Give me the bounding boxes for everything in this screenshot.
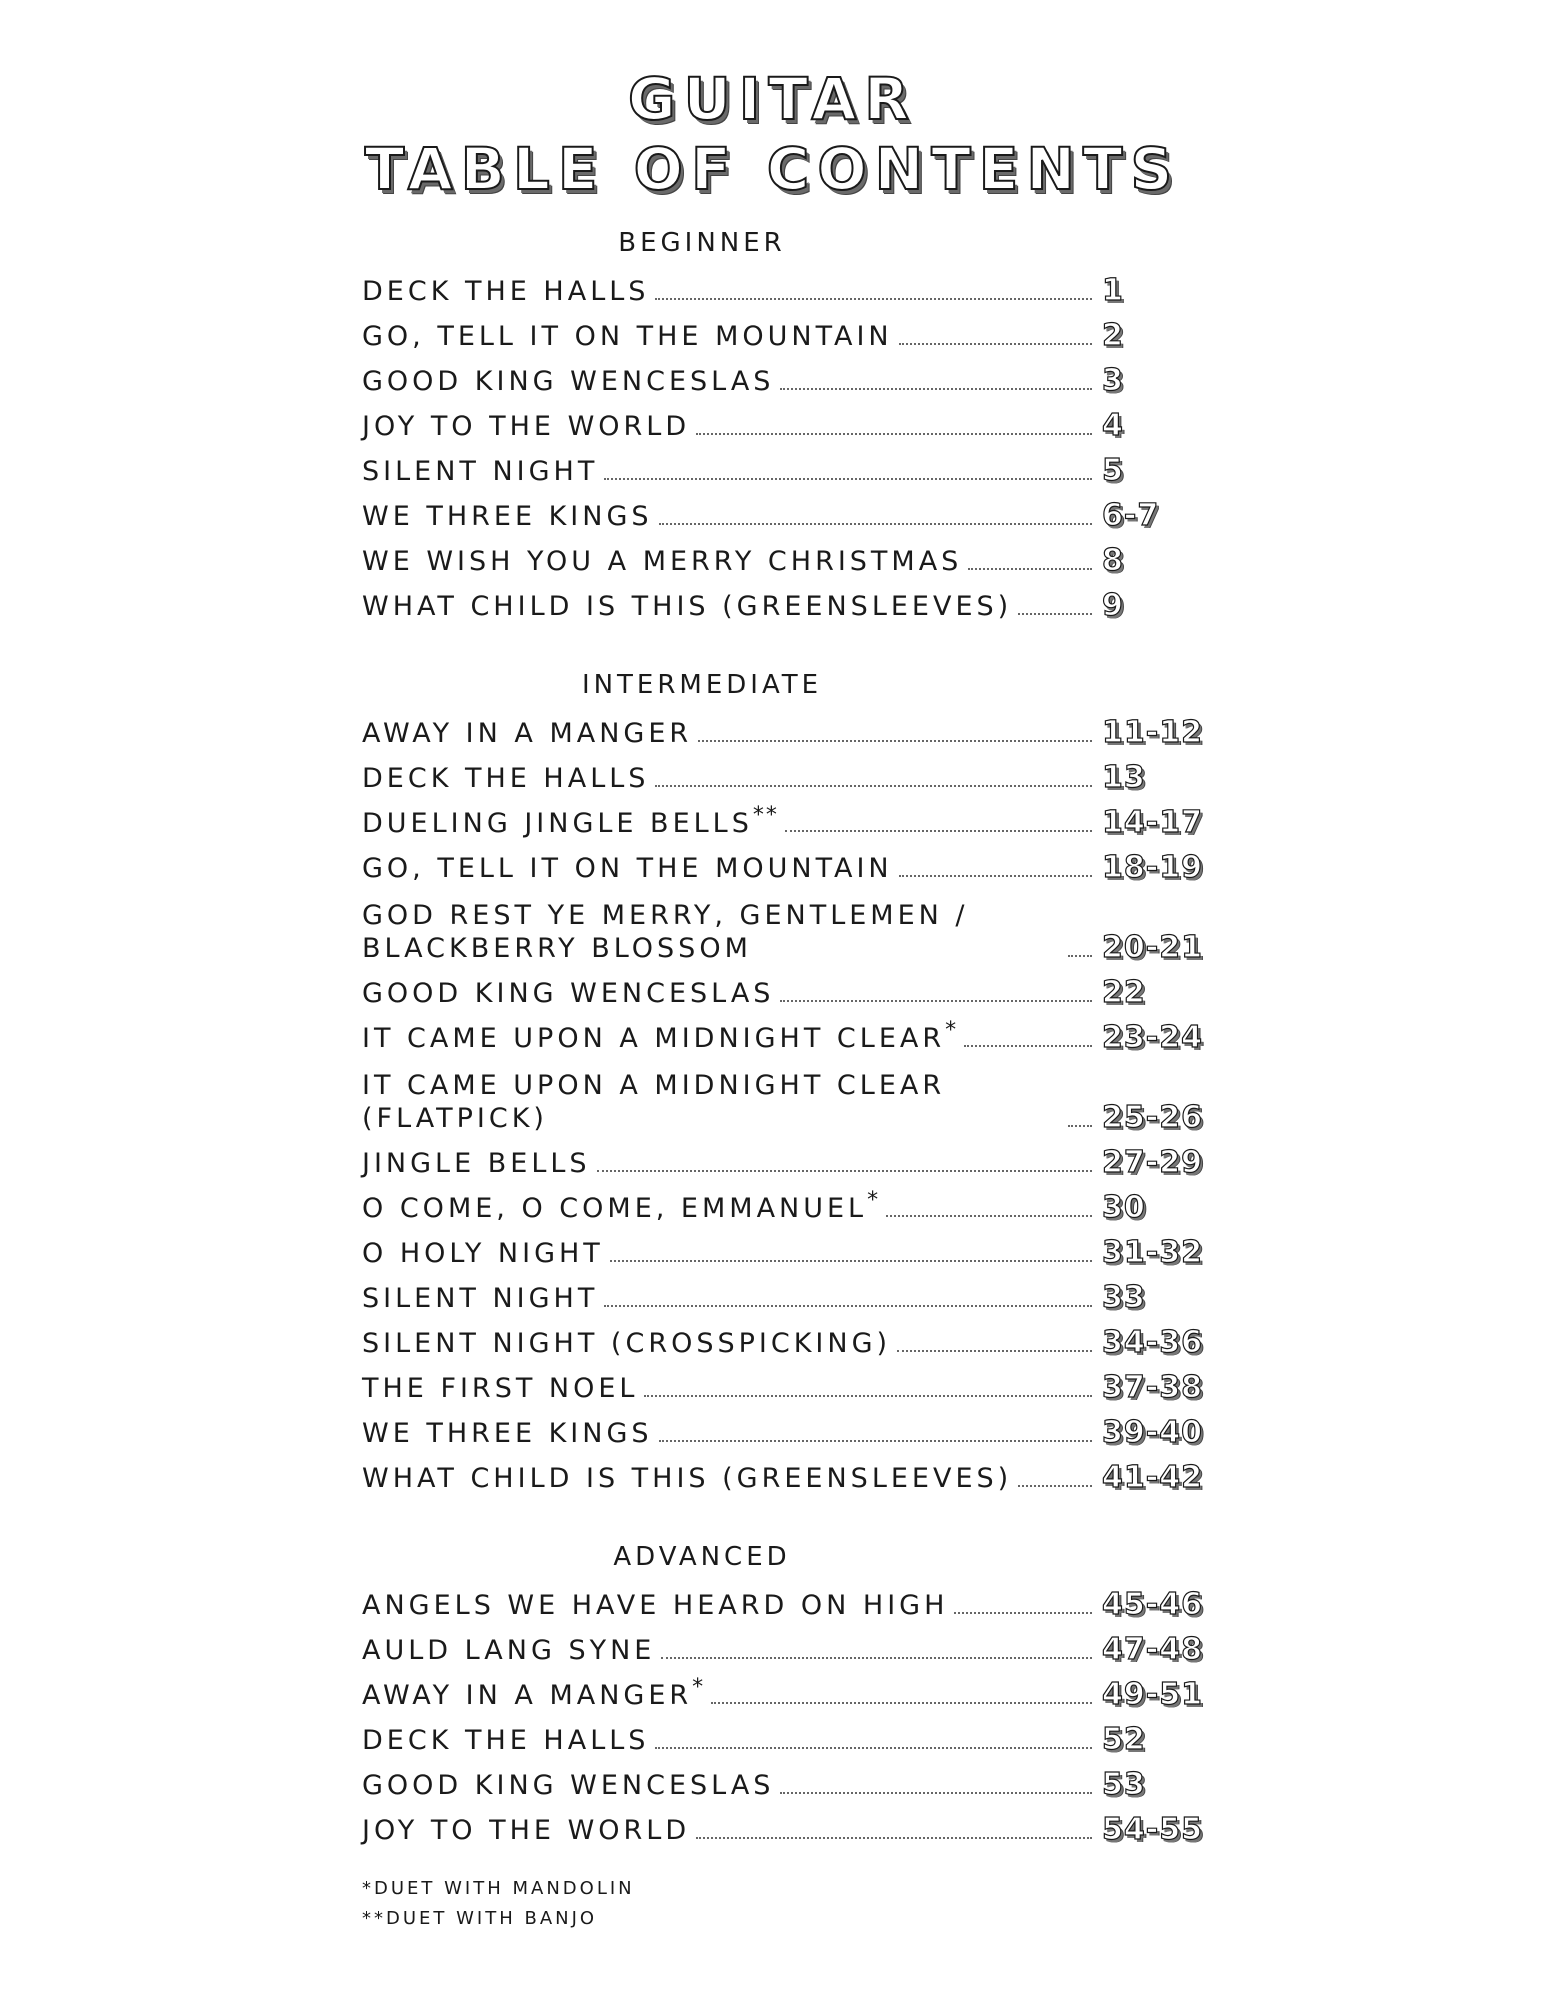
entry-title [362, 1237, 604, 1271]
page-number: 2 [1102, 318, 1124, 353]
dot-leader [655, 298, 1092, 300]
toc-entry[interactable] [362, 796, 1242, 841]
toc-entry[interactable] [362, 1271, 1242, 1316]
page-number: 25-26 [1102, 1100, 1203, 1135]
page-number: 31-32 [1102, 1235, 1203, 1270]
dot-leader [899, 343, 1092, 345]
dot-leader [597, 1170, 1092, 1172]
entry-title [362, 802, 779, 841]
entry-title-text: ANGELS WE HAVE HEARD ON HIGH [362, 1590, 949, 1622]
entry-title [362, 717, 692, 751]
page-number: 49-51 [1102, 1677, 1203, 1712]
page-number: 4 [1102, 408, 1124, 443]
dot-leader [780, 1792, 1092, 1794]
dot-leader [886, 1215, 1092, 1217]
dot-leader [1018, 613, 1092, 615]
entry-title-text: GO, TELL IT ON THE MOUNTAIN [362, 853, 893, 885]
entry-title-text: AWAY IN A MANGER [362, 718, 693, 750]
dot-leader [661, 1657, 1092, 1659]
entry-title [362, 275, 649, 309]
toc-entry[interactable] [362, 309, 1242, 354]
entry-title [362, 1069, 1062, 1137]
page-subtitle: TABLE OF CONTENTS [364, 135, 1181, 203]
page-number: 41-42 [1102, 1460, 1203, 1495]
page-number: 1 [1102, 273, 1124, 308]
toc-entry[interactable] [362, 706, 1242, 751]
dot-leader [899, 875, 1092, 877]
toc-entry[interactable] [362, 534, 1242, 579]
toc-entry[interactable] [362, 841, 1242, 886]
page-number: 33 [1102, 1280, 1146, 1315]
entry-title-text: DECK THE HALLS [362, 1725, 650, 1757]
section-heading: ADVANCED [613, 1542, 791, 1572]
dot-leader [610, 1260, 1092, 1262]
toc-entry[interactable] [362, 1578, 1242, 1623]
entry-title-text: AWAY IN A MANGER [362, 1680, 693, 1712]
page-number: 47-48 [1102, 1632, 1203, 1667]
footnote-marker: ** [752, 803, 779, 829]
toc-entry[interactable] [362, 1011, 1242, 1056]
toc-entry[interactable] [362, 489, 1242, 534]
entry-title-text: JOY TO THE WORLD [362, 411, 691, 443]
entry-title [362, 365, 774, 399]
dot-leader [659, 523, 1092, 525]
page-number: 27-29 [1102, 1145, 1203, 1180]
toc-entry[interactable] [362, 1226, 1242, 1271]
entry-title-text: WE WISH YOU A MERRY CHRISTMAS [362, 546, 963, 578]
toc-entry[interactable] [362, 751, 1242, 796]
dot-leader [659, 1440, 1092, 1442]
toc-entry[interactable] [362, 1361, 1242, 1406]
entry-title [362, 1372, 638, 1406]
dot-leader [954, 1612, 1092, 1614]
entry-title-text: WHAT CHILD IS THIS (GREENSLEEVES) [362, 1463, 1013, 1495]
dot-leader [696, 433, 1092, 435]
toc-entry[interactable] [362, 1136, 1242, 1181]
entry-title-text: WHAT CHILD IS THIS (GREENSLEEVES) [362, 591, 1013, 623]
entry-title [362, 1589, 948, 1623]
entry-title-text: WE THREE KINGS [362, 1418, 653, 1450]
toc-entry[interactable] [362, 1181, 1242, 1226]
entry-title [362, 590, 1012, 624]
page-number: 45-46 [1102, 1587, 1203, 1622]
dot-leader [780, 388, 1092, 390]
page-number: 23-24 [1102, 1020, 1203, 1055]
page-number: 13 [1102, 760, 1146, 795]
toc-entry[interactable] [362, 264, 1242, 309]
entry-title [362, 500, 653, 534]
entry-title-text: DECK THE HALLS [362, 276, 650, 308]
entry-title-text: GOOD KING WENCESLAS [362, 1770, 775, 1802]
footnote: **DUET WITH BANJO [362, 1908, 598, 1929]
entry-title [362, 1282, 598, 1316]
dot-leader [655, 1747, 1092, 1749]
dot-leader [711, 1702, 1092, 1704]
entry-title [362, 899, 1062, 967]
toc-entry[interactable] [362, 444, 1242, 489]
section-heading: INTERMEDIATE [581, 670, 823, 700]
entry-title [362, 1769, 774, 1803]
entry-title-text: GOD REST YE MERRY, GENTLEMEN / BLACKBERRY BLOSSOM [362, 899, 969, 965]
page-number: 39-40 [1102, 1415, 1203, 1450]
dot-leader [1068, 955, 1092, 957]
toc-section-beginner [362, 228, 1242, 624]
dot-leader [644, 1395, 1092, 1397]
toc-entry[interactable] [362, 1758, 1242, 1803]
title-block [0, 65, 1545, 203]
dot-leader [696, 1837, 1092, 1839]
entry-title [362, 1674, 705, 1713]
entry-title-text: GOOD KING WENCESLAS [362, 978, 775, 1010]
page-number: 34-36 [1102, 1325, 1203, 1360]
entry-title [362, 762, 649, 796]
entry-title-text: GOOD KING WENCESLAS [362, 366, 775, 398]
entry-title [362, 852, 893, 886]
toc-entry[interactable] [362, 1713, 1242, 1758]
page-number: 37-38 [1102, 1370, 1203, 1405]
entry-title-text: JINGLE BELLS [362, 1148, 591, 1180]
toc-entry[interactable] [362, 966, 1242, 1011]
toc-entry[interactable] [362, 1623, 1242, 1668]
entry-title-text: O HOLY NIGHT [362, 1238, 604, 1270]
footnote: *DUET WITH MANDOLIN [362, 1878, 635, 1899]
toc-entry[interactable] [362, 354, 1242, 399]
page-number: 18-19 [1102, 850, 1203, 885]
entry-title [362, 1814, 690, 1848]
dot-leader [785, 830, 1092, 832]
page-number: 52 [1102, 1722, 1146, 1757]
entry-title-text: IT CAME UPON A MIDNIGHT CLEAR (FLATPICK) [362, 1069, 946, 1135]
entry-title [362, 1187, 880, 1226]
entry-title [362, 320, 893, 354]
dot-leader [1068, 1125, 1092, 1127]
entry-title [362, 1017, 958, 1056]
entry-title-text: IT CAME UPON A MIDNIGHT CLEAR [362, 1023, 946, 1055]
footnote-marker: * [692, 1675, 706, 1701]
toc-entry[interactable] [362, 579, 1242, 624]
dot-leader [780, 1000, 1092, 1002]
toc-entry[interactable] [362, 1451, 1242, 1496]
entry-title-text: AULD LANG SYNE [362, 1635, 656, 1667]
entry-title-text: DECK THE HALLS [362, 763, 650, 795]
entry-title-text: GO, TELL IT ON THE MOUNTAIN [362, 321, 893, 353]
toc-entry[interactable] [362, 1316, 1242, 1361]
toc-section-intermediate [362, 670, 1242, 1496]
toc-entry[interactable] [362, 399, 1242, 444]
page-number: 14-17 [1102, 805, 1203, 840]
dot-leader [604, 478, 1092, 480]
page-number: 8 [1102, 543, 1124, 578]
entry-title-text: SILENT NIGHT [362, 1283, 599, 1315]
dot-leader [897, 1350, 1092, 1352]
entry-title-text: JOY TO THE WORLD [362, 1815, 691, 1847]
entry-title [362, 1462, 1012, 1496]
page-number: 54-55 [1102, 1812, 1203, 1847]
page-number: 9 [1102, 588, 1124, 623]
entry-title [362, 1147, 591, 1181]
page-number: 6-7 [1102, 498, 1160, 533]
dot-leader [655, 785, 1092, 787]
dot-leader [964, 1045, 1092, 1047]
page-title: GUITAR [628, 65, 917, 133]
page-number: 22 [1102, 975, 1146, 1010]
entry-title-text: DUELING JINGLE BELLS [362, 808, 753, 840]
entry-title-text: SILENT NIGHT [362, 456, 599, 488]
entry-title [362, 410, 690, 444]
entry-title-text: SILENT NIGHT (CROSSPICKING) [362, 1328, 892, 1360]
toc-entry[interactable] [362, 1056, 1242, 1136]
footnotes [362, 1874, 1242, 1934]
dot-leader [698, 740, 1092, 742]
entry-title [362, 1724, 649, 1758]
entry-title [362, 977, 774, 1011]
page-number: 11-12 [1102, 715, 1203, 750]
dot-leader [968, 568, 1092, 570]
toc-entry[interactable] [362, 1406, 1242, 1451]
toc-entry[interactable] [362, 1803, 1242, 1848]
entry-title-text: O COME, O COME, EMMANUEL [362, 1193, 868, 1225]
entry-title [362, 1634, 655, 1668]
page-number: 53 [1102, 1767, 1146, 1802]
toc-entry[interactable] [362, 886, 1242, 966]
toc-section-advanced [362, 1542, 1242, 1848]
page-number: 20-21 [1102, 930, 1203, 965]
footnote-marker: * [867, 1188, 881, 1214]
toc-entry[interactable] [362, 1668, 1242, 1713]
entry-title-text: WE THREE KINGS [362, 501, 653, 533]
dot-leader [1018, 1485, 1092, 1487]
entry-title-text: THE FIRST NOEL [362, 1373, 639, 1405]
dot-leader [604, 1305, 1092, 1307]
entry-title [362, 1327, 891, 1361]
section-heading: BEGINNER [618, 228, 786, 258]
entry-title [362, 455, 598, 489]
entry-title [362, 1417, 653, 1451]
page-number: 30 [1102, 1190, 1146, 1225]
footnote-marker: * [945, 1018, 959, 1044]
page-number: 3 [1102, 363, 1124, 398]
table-of-contents [362, 228, 1242, 1934]
page-number: 5 [1102, 453, 1124, 488]
entry-title [362, 545, 962, 579]
